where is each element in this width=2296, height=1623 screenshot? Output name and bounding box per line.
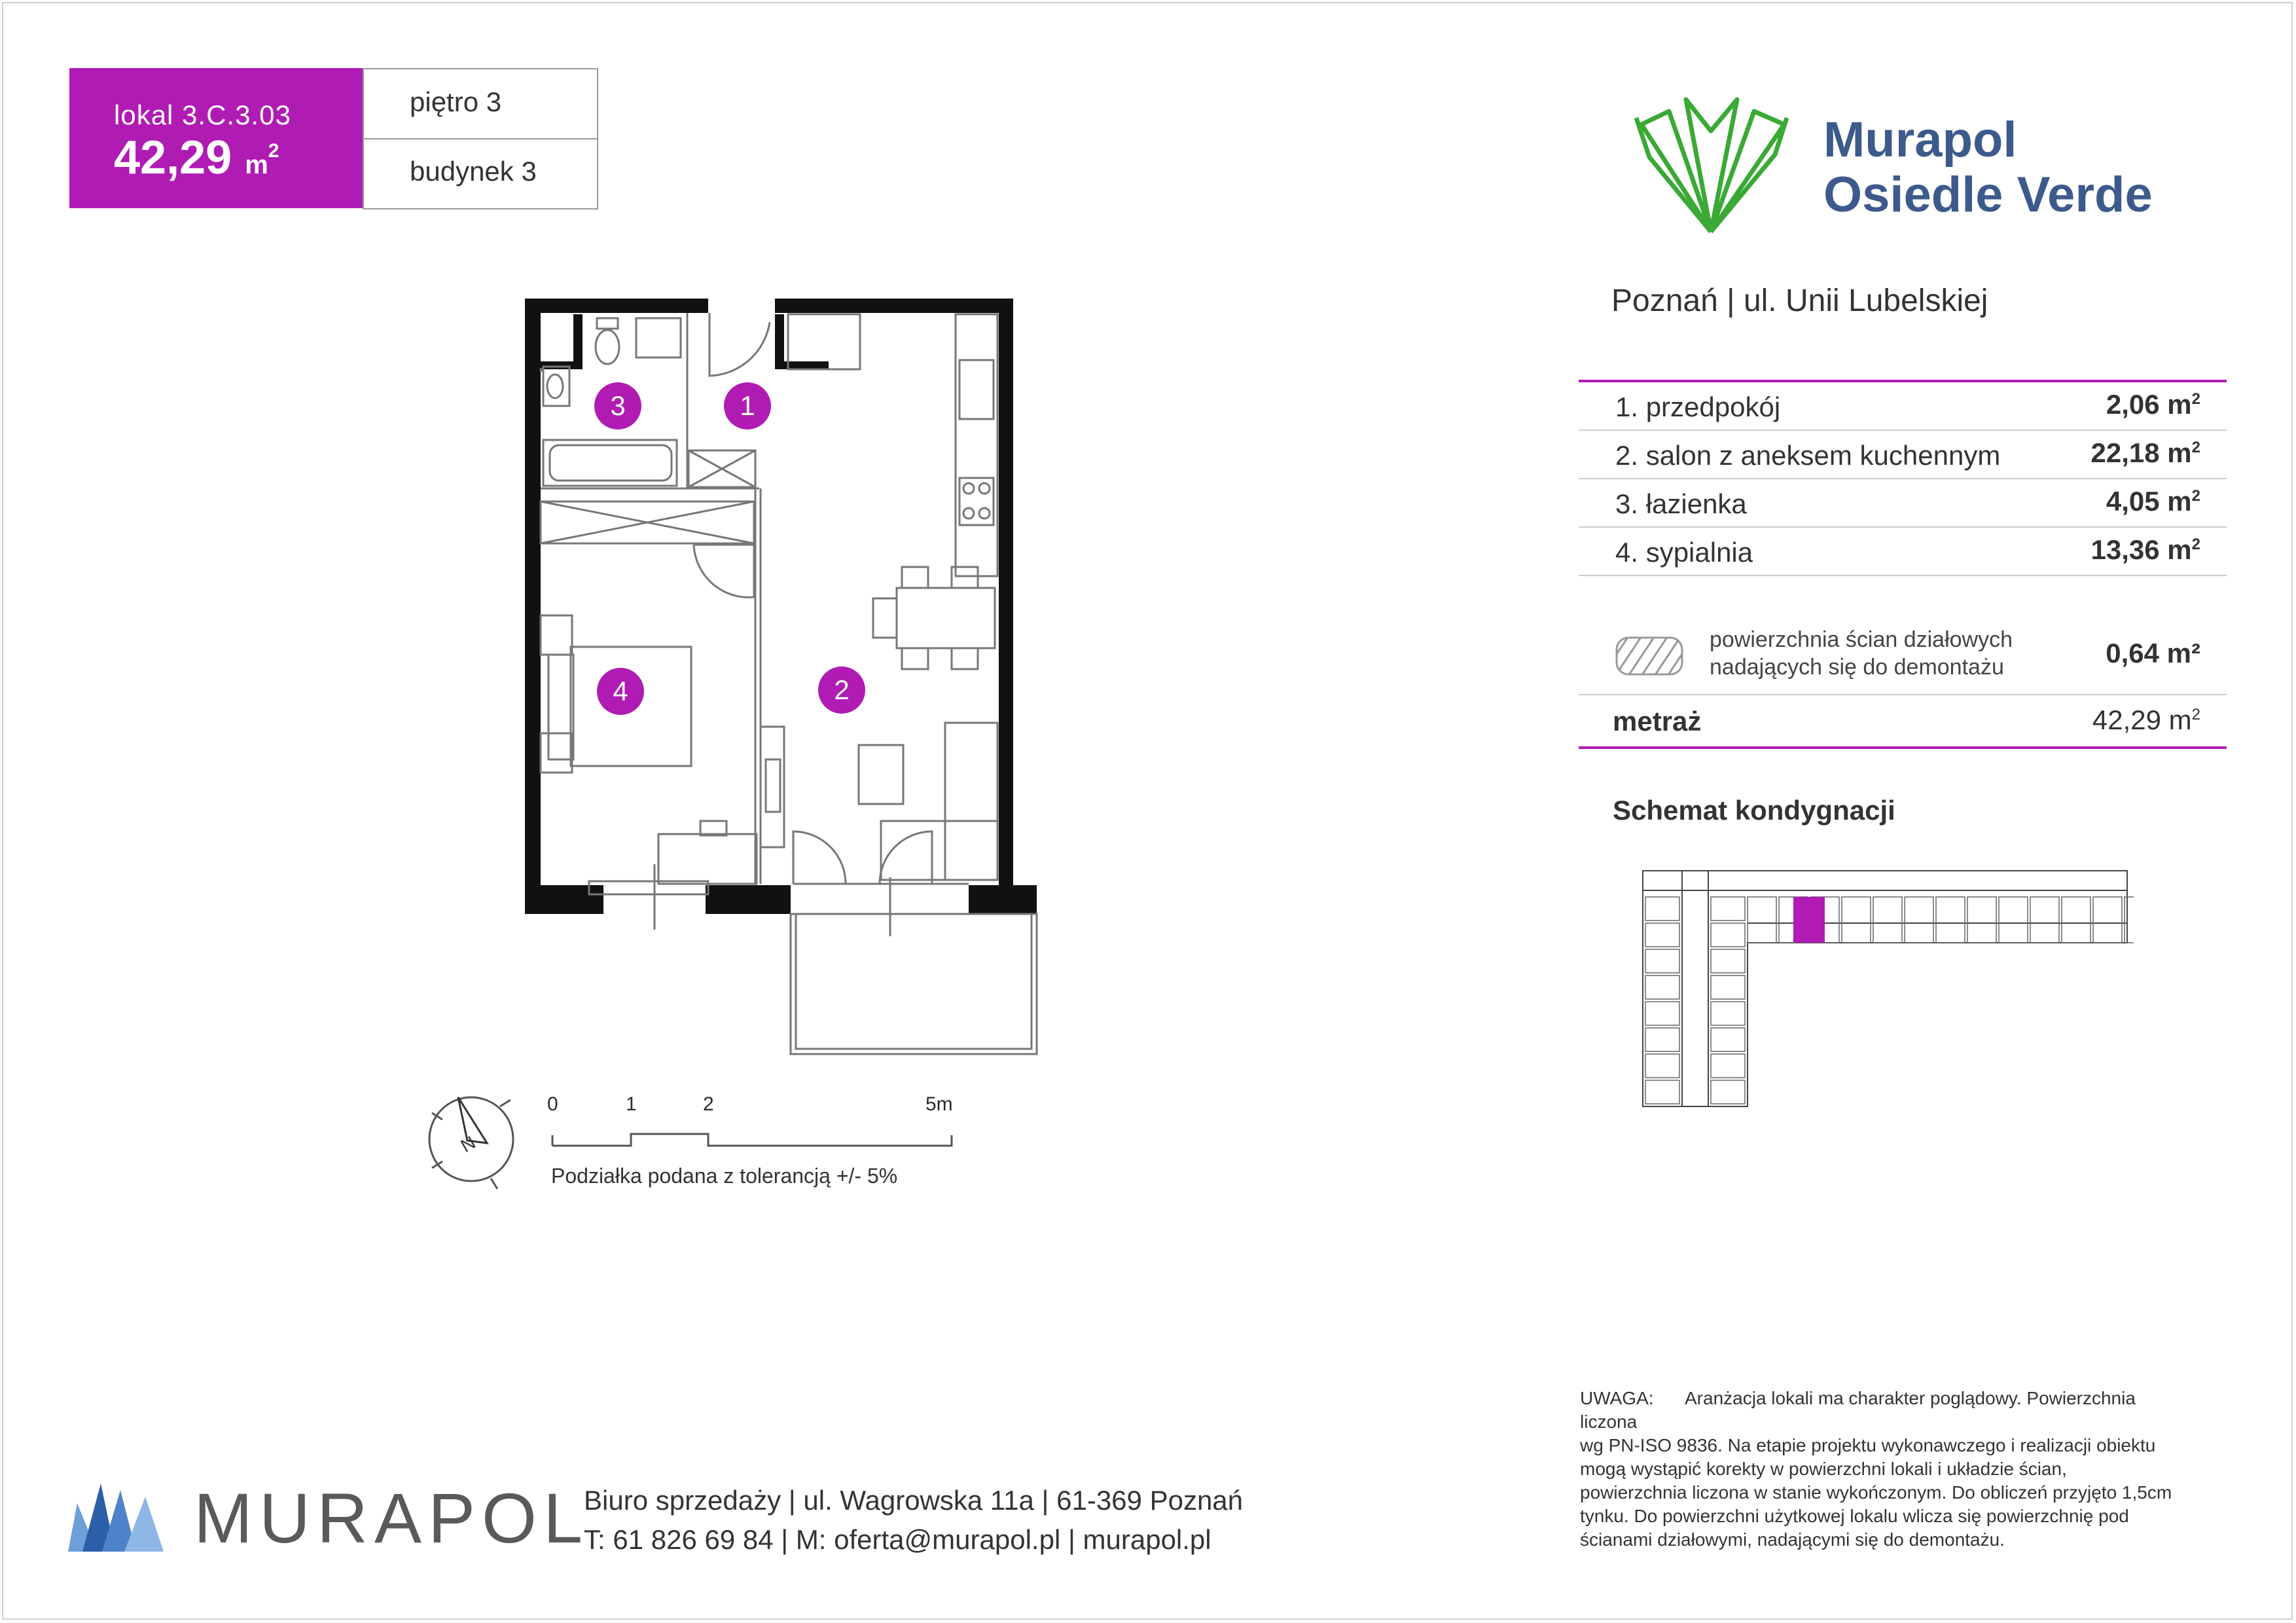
contact-details: T: 61 826 69 84 | M: oferta@murapol.pl | murapol.pl [584, 1524, 1211, 1555]
hatch-icon [1615, 636, 1683, 676]
removable-walls-value: 0,64 m² [2106, 638, 2200, 668]
room-area-sup: 2 [2191, 390, 2200, 408]
schema-title: Schemat kondygnacji [1613, 795, 1895, 826]
scale-label-0: 0 [547, 1093, 558, 1115]
scale-line [543, 1120, 962, 1152]
room-number-3: 3 [594, 382, 641, 429]
brand-name [1823, 113, 2153, 223]
floor-plan [511, 288, 1060, 1061]
unit-area-value: 42,29 [114, 132, 232, 184]
removable-walls-row [1579, 615, 2227, 695]
unit-area-unit: m [245, 151, 268, 179]
contact-block [584, 1481, 1243, 1559]
scale-label-2: 2 [703, 1093, 714, 1115]
unit-info-cells [363, 68, 598, 210]
cell-divider [364, 138, 597, 139]
room-row [1579, 431, 2227, 479]
room-area-value: 13,36 m [2090, 534, 2192, 565]
scale-label-1: 1 [626, 1093, 637, 1115]
unit-area [114, 131, 279, 185]
note-line: liczona [1580, 1412, 1638, 1432]
scale-label-5m: 5m [925, 1093, 953, 1115]
room-area-sup: 2 [2191, 439, 2200, 456]
disclaimer-note [1580, 1387, 2228, 1552]
scale-note: Podziałka podana z tolerancją +/- 5% [551, 1164, 898, 1188]
room-name: 2. salon z aneksem kuchennym [1615, 440, 2001, 471]
note-line: powierzchnia liczona w stanie wykończonym. Do obliczeń przyjęto 1,5cm [1580, 1482, 2172, 1503]
note-line: wg PN-ISO 9836. Na etapie projektu wykonawczego i realizacji obiektu [1580, 1435, 2156, 1455]
walls-line-2: nadających się do demontażu [1710, 655, 2004, 680]
office-address: Biuro sprzedaży | ul. Wagrowska 11a | 61-369 Poznań [584, 1485, 1244, 1516]
room-number-1: 1 [724, 382, 771, 429]
room-area-value: 4,05 m [2106, 486, 2192, 517]
room-name: 1. przedpokój [1615, 392, 1781, 422]
room-area-value: 22,18 m [2090, 437, 2192, 468]
room-area [2091, 534, 2200, 566]
floor-label: piętro 3 [410, 86, 502, 117]
murapol-wordmark: MURAPOL [194, 1478, 590, 1558]
total-row [1579, 695, 2227, 749]
total-value-text: 42,29 m [2092, 704, 2192, 735]
unit-area-sup: 2 [268, 140, 279, 162]
note-line: tynku. Do powierzchni użytkowej lokalu wlicza się powierzchnię pod [1580, 1506, 2129, 1526]
compass-n-label: N [457, 1132, 479, 1157]
compass-icon [419, 1087, 524, 1192]
room-area [2106, 486, 2200, 517]
verde-leaf-logo [1630, 92, 1793, 242]
brand-line-2: Osiedle Verde [1823, 167, 2153, 223]
unit-label: lokal 3.C.3.03 [114, 100, 291, 130]
room-area-value: 2,06 m [2106, 389, 2192, 420]
removable-walls-label [1710, 626, 2050, 681]
total-value-sup: 2 [2191, 706, 2200, 723]
room-row [1579, 528, 2227, 576]
total-label: metraż [1613, 706, 1702, 737]
room-row [1579, 479, 2227, 528]
brand-line-1: Murapol [1823, 112, 2017, 168]
highlighted-unit [1793, 897, 1825, 943]
room-name: 3. łazienka [1615, 488, 1747, 519]
murapol-logo-icon [68, 1484, 164, 1552]
building-label: budynek 3 [410, 156, 537, 187]
room-name: 4. sypialnia [1615, 537, 1753, 568]
total-value [2092, 704, 2200, 736]
room-row [1579, 382, 2227, 431]
note-line: Aranżacja lokali ma charakter poglądowy. Powierzchnia [1685, 1388, 2136, 1408]
room-area [2106, 389, 2200, 420]
note-line: mogą wystąpić korekty w powierzchni lokali i układzie ścian, [1580, 1459, 2067, 1479]
scale-bar [543, 1087, 962, 1152]
location-label: Poznań | ul. Unii Lubelskiej [1611, 283, 1988, 318]
walls-line-1: powierzchnia ścian działowych [1710, 627, 2013, 652]
note-line: ścianami działowymi, nadającymi się do demontażu. [1580, 1529, 2005, 1550]
floor-schema [1630, 851, 2134, 1113]
room-area [2091, 437, 2200, 469]
unit-badge [69, 68, 363, 208]
room-area-sup: 2 [2191, 536, 2200, 553]
room-area-sup: 2 [2191, 487, 2200, 505]
room-number-2: 2 [818, 666, 865, 714]
page-border [2, 2, 2293, 1620]
note-head: UWAGA: [1580, 1388, 1654, 1408]
room-number-4: 4 [597, 668, 644, 715]
